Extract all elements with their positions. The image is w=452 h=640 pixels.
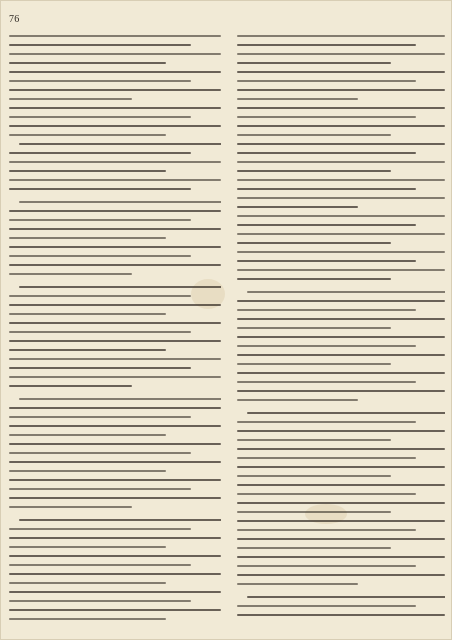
text-line bbox=[9, 125, 221, 127]
text-line bbox=[9, 434, 166, 436]
text-line bbox=[9, 89, 221, 91]
text-line bbox=[237, 363, 391, 365]
text-line bbox=[9, 488, 191, 490]
text-line bbox=[9, 425, 221, 427]
text-line bbox=[237, 134, 391, 136]
text-line bbox=[237, 318, 445, 320]
text-line bbox=[9, 340, 221, 342]
text-line bbox=[9, 304, 221, 306]
text-line bbox=[9, 134, 166, 136]
text-line bbox=[9, 349, 166, 351]
text-line bbox=[237, 98, 358, 100]
text-line bbox=[19, 519, 221, 521]
text-line bbox=[237, 430, 445, 432]
text-line bbox=[9, 367, 191, 369]
text-line bbox=[237, 336, 445, 338]
text-line bbox=[237, 125, 445, 127]
text-line bbox=[237, 300, 445, 302]
text-line bbox=[9, 452, 191, 454]
text-line bbox=[9, 295, 191, 297]
text-line bbox=[237, 179, 445, 181]
text-line bbox=[237, 475, 391, 477]
text-line bbox=[9, 179, 221, 181]
text-line bbox=[237, 538, 445, 540]
text-line bbox=[237, 421, 416, 423]
text-line bbox=[9, 62, 166, 64]
text-line bbox=[9, 107, 221, 109]
text-line bbox=[237, 188, 416, 190]
text-line bbox=[9, 264, 221, 266]
text-line bbox=[9, 80, 191, 82]
text-line bbox=[237, 565, 416, 567]
text-line bbox=[237, 583, 358, 585]
text-line bbox=[237, 161, 445, 163]
text-line bbox=[9, 385, 132, 387]
text-line bbox=[9, 528, 191, 530]
text-line bbox=[237, 116, 416, 118]
text-line bbox=[237, 439, 391, 441]
text-line bbox=[237, 574, 445, 576]
text-line bbox=[237, 381, 416, 383]
text-line bbox=[237, 242, 391, 244]
text-line bbox=[9, 322, 221, 324]
text-line bbox=[237, 143, 445, 145]
text-line bbox=[237, 457, 416, 459]
text-line bbox=[237, 309, 416, 311]
text-line bbox=[9, 161, 221, 163]
text-line bbox=[237, 354, 445, 356]
text-line bbox=[9, 416, 191, 418]
text-line bbox=[9, 564, 191, 566]
text-line bbox=[9, 443, 221, 445]
text-line bbox=[9, 582, 166, 584]
text-line bbox=[237, 345, 416, 347]
text-line bbox=[9, 618, 166, 620]
text-line bbox=[237, 80, 416, 82]
text-line bbox=[237, 152, 416, 154]
text-line bbox=[237, 502, 445, 504]
text-line bbox=[9, 461, 221, 463]
text-line bbox=[9, 273, 132, 275]
text-line bbox=[9, 255, 191, 257]
text-line bbox=[247, 291, 445, 293]
text-line bbox=[9, 228, 221, 230]
text-line bbox=[9, 407, 221, 409]
text-line bbox=[9, 470, 166, 472]
text-line bbox=[9, 246, 221, 248]
text-line bbox=[237, 62, 391, 64]
text-line bbox=[237, 260, 416, 262]
text-line bbox=[9, 71, 221, 73]
text-line bbox=[9, 358, 221, 360]
text-line bbox=[237, 53, 445, 55]
text-line bbox=[237, 278, 391, 280]
text-line bbox=[9, 170, 166, 172]
text-line bbox=[237, 493, 416, 495]
text-line bbox=[9, 188, 191, 190]
text-line bbox=[9, 546, 166, 548]
text-line bbox=[9, 555, 221, 557]
text-line bbox=[9, 313, 166, 315]
text-line bbox=[237, 170, 391, 172]
text-line bbox=[9, 53, 221, 55]
text-line bbox=[9, 497, 221, 499]
text-line bbox=[237, 206, 358, 208]
text-line bbox=[9, 506, 132, 508]
text-line bbox=[9, 591, 221, 593]
text-line bbox=[9, 376, 221, 378]
text-line bbox=[237, 484, 445, 486]
text-line bbox=[247, 412, 445, 414]
text-line bbox=[9, 609, 221, 611]
text-line bbox=[237, 224, 416, 226]
text-line bbox=[237, 44, 416, 46]
text-line bbox=[237, 107, 445, 109]
left-text-column bbox=[9, 35, 221, 623]
text-line bbox=[9, 98, 132, 100]
text-line bbox=[237, 89, 445, 91]
text-line bbox=[9, 479, 221, 481]
text-line bbox=[237, 71, 445, 73]
text-line bbox=[9, 537, 221, 539]
text-line bbox=[237, 251, 445, 253]
right-text-column bbox=[237, 35, 445, 623]
text-line bbox=[9, 152, 191, 154]
text-line bbox=[247, 596, 445, 598]
text-line bbox=[237, 197, 445, 199]
text-line bbox=[9, 35, 221, 37]
text-line bbox=[237, 466, 445, 468]
text-line bbox=[237, 529, 416, 531]
text-line bbox=[237, 233, 445, 235]
text-line bbox=[237, 390, 445, 392]
text-line bbox=[237, 215, 445, 217]
text-line bbox=[237, 547, 391, 549]
text-line bbox=[19, 201, 221, 203]
text-line bbox=[19, 398, 221, 400]
text-line bbox=[237, 605, 416, 607]
text-line bbox=[9, 210, 221, 212]
text-line bbox=[237, 520, 445, 522]
page-number: 76 bbox=[9, 14, 20, 25]
text-line bbox=[237, 399, 358, 401]
text-line bbox=[9, 573, 221, 575]
text-line bbox=[19, 286, 221, 288]
text-line bbox=[237, 511, 391, 513]
text-line bbox=[237, 327, 391, 329]
text-line bbox=[237, 448, 445, 450]
text-line bbox=[9, 116, 191, 118]
text-line bbox=[237, 614, 445, 616]
text-line bbox=[9, 219, 191, 221]
text-line bbox=[9, 237, 166, 239]
text-line bbox=[237, 372, 445, 374]
text-line bbox=[237, 35, 445, 37]
text-line bbox=[237, 556, 445, 558]
text-line bbox=[237, 269, 445, 271]
text-line bbox=[9, 600, 191, 602]
text-line bbox=[19, 143, 221, 145]
text-line bbox=[9, 44, 191, 46]
text-line bbox=[9, 331, 191, 333]
